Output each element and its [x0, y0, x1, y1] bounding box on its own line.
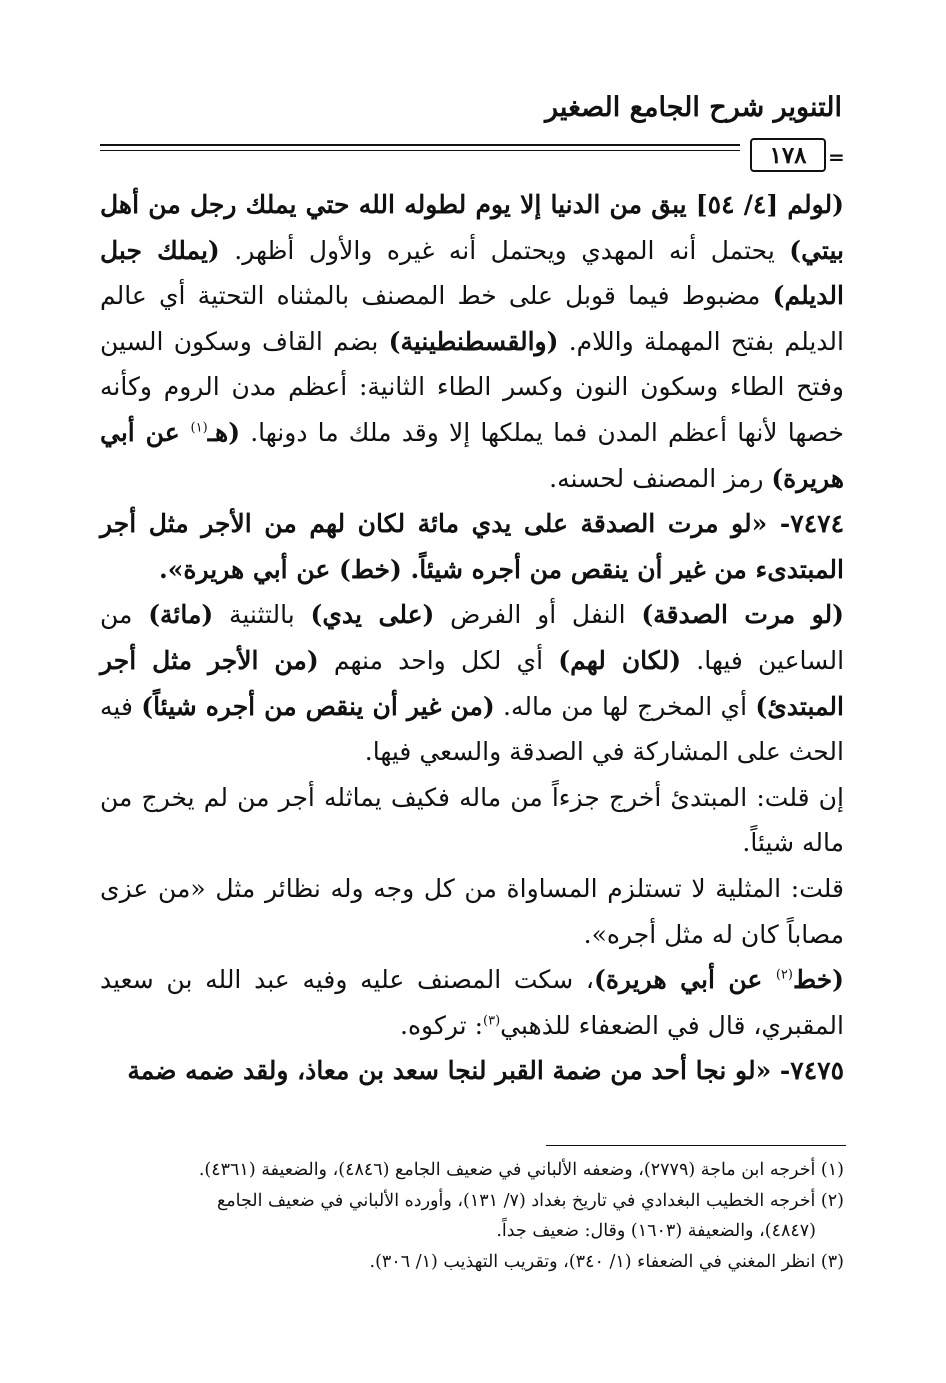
source-ref: عن أبي هريرة) [100, 417, 844, 493]
paragraph-4: إن قلت: المبتدئ أخرج جزءاً من ماله فكيف يماثله أجر من لم يخرج من ماله شيئاً. [100, 782, 844, 858]
quoted-phrase: (مائة) [148, 600, 214, 630]
commentary-text: رمز المصنف لحسنه. [549, 463, 772, 493]
commentary-text: : تركوه. [400, 1010, 483, 1040]
page-number: ١٧٨ [750, 138, 826, 172]
paragraph-5: قلت: المثلية لا تستلزم المساواة من كل وجه وله نظائر مثل «من عزى مصاباً كان له مثل أجره». [100, 873, 844, 949]
commentary-text: ، سكت المصنف عليه وفيه عبد الله بن سعيد المقبري، قال في الضعفاء للذهبي [100, 965, 844, 1040]
quoted-phrase: (من الأجر مثل أجر المبتدئ) [100, 645, 844, 721]
hadith-quote: (لولم [٤/ ٥٤] يبق من الدنيا إلا يوم لطوله الله حتي يملك رجل من أهل بيتي) [100, 190, 844, 265]
quoted-phrase: (يملك جبل الديلم) [100, 235, 844, 311]
footnote-marker: (٢) [775, 967, 793, 983]
footnote-2: (٢) أخرجه الخطيب البغدادي في تاريخ بغداد (٧/ ١٣١)، وأورده الألباني في ضعيف الجامع [216, 1190, 844, 1211]
commentary-text: بالتثنية [213, 600, 311, 630]
commentary-text: فيه الحث على المشاركة في الصدقة والسعي فيها. [100, 691, 844, 767]
hadith-text: ٧٤٧٤- «لو مرت الصدقة على يدي مائة لكان لهم من الأجر مثل أجر المبتدىء من غير أن ينقص من أجره شيئاً. (خط) عن أبي هريرة». [100, 509, 844, 584]
commentary-text: من الساعين فيها. [100, 600, 845, 675]
paragraph-1 [100, 182, 844, 501]
source-ref: (خط [792, 965, 844, 995]
quoted-phrase: (والقسطنطينية) [388, 326, 559, 356]
commentary-text: النفل أو الفرض [434, 600, 642, 630]
hadith-7475 [100, 1048, 844, 1094]
footnote-separator [546, 1145, 846, 1146]
header-rule-end: = [828, 145, 845, 169]
quoted-phrase: (لو مرت الصدقة) [641, 600, 844, 630]
quoted-phrase: (لكان لهم) [558, 645, 682, 675]
main-text [100, 182, 844, 1094]
header-double-line [100, 144, 740, 151]
commentary-text: مضبوط فيما قوبل على خط المصنف بالمثناه التحتية أي عالم الديلم بفتح المهملة واللام. [100, 281, 844, 356]
footnotes [100, 1155, 844, 1277]
commentary-text: أي المخرج لها من ماله. [494, 691, 756, 721]
paragraph-6 [100, 957, 844, 1048]
commentary-text: بضم القاف وسكون السين وفتح الطاء وسكون النون وكسر الطاء الثانية: أعظم مدن الروم وكأنه خصها لأنها أعظم المدن فما يملكها إلا وقد ملك ما دونها. [100, 326, 844, 447]
paragraph-3 [100, 592, 844, 774]
header-rule [100, 138, 844, 172]
footnote-1: (١) أخرجه ابن ماجة (٢٧٧٩)، وضعفه الألباني في ضعيف الجامع (٤٨٤٦)، والضعيفة (٤٣٦١). [198, 1160, 844, 1180]
commentary-text: يحتمل أنه المهدي ويحتمل أنه غيره والأول أظهر. [219, 235, 790, 265]
footnote-marker: (٣) [483, 1013, 501, 1029]
quoted-phrase: (على يدي) [310, 600, 435, 630]
quoted-phrase: (من غير أن ينقص من أجره شيئاً) [141, 691, 495, 721]
footnote-2-continued: (٤٨٤٧)، والضعيفة (١٦٠٣) وقال: ضعيف جداً. [496, 1221, 816, 1241]
commentary-text: أي لكل واحد منهم [318, 645, 559, 675]
running-header-title: التنوير شرح الجامع الصغير [545, 92, 842, 123]
footnote-3: (٣) انظر المغني في الضعفاء (١/ ٣٤٠)، وتقريب التهذيب (١/ ٣٠٦). [369, 1251, 844, 1272]
footnote-marker: (١) [190, 420, 208, 436]
source-ref: عن أبي هريرة) [594, 965, 776, 995]
hadith-7474 [100, 501, 844, 592]
source-ref: (هـ [207, 417, 241, 447]
hadith-text: ٧٤٧٥- «لو نجا أحد من ضمة القبر لنجا سعد بن معاذ، ولقد ضمه ضمة [127, 1056, 844, 1086]
